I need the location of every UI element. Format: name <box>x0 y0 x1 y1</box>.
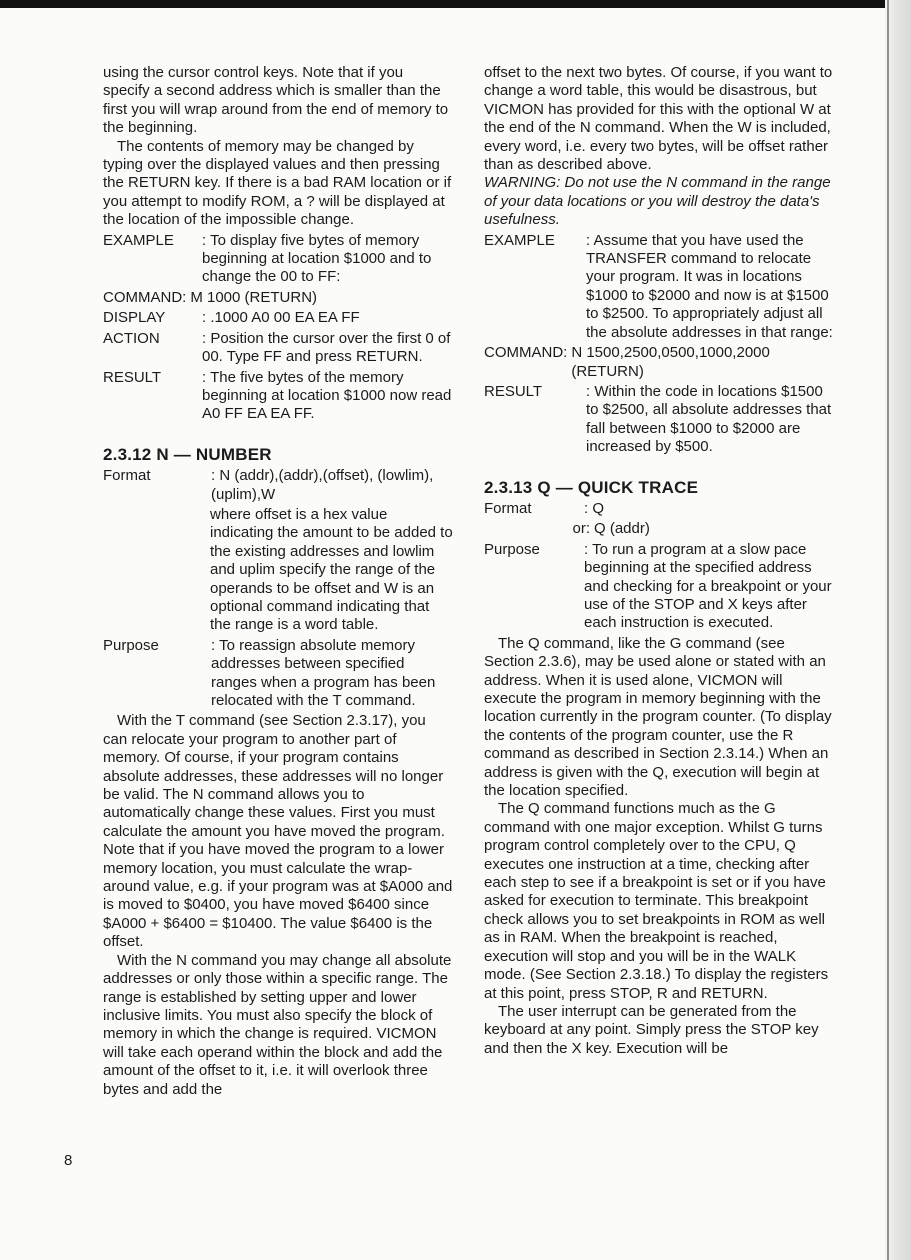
command-row <box>103 289 453 307</box>
or-text: Q (addr) <box>594 520 650 538</box>
section-heading: 2.3.13 Q — QUICK TRACE <box>484 477 699 497</box>
purpose-label: Purpose <box>103 636 159 654</box>
result-row <box>103 369 453 424</box>
command-text: M 1000 (RETURN) <box>190 288 318 306</box>
display-text: : .1000 A0 00 EA EA FF <box>202 309 360 327</box>
result-label: RESULT <box>103 368 162 386</box>
format-text: : Q <box>584 499 605 517</box>
or-label: or: <box>572 520 590 538</box>
action-label: ACTION <box>103 329 160 347</box>
example-label: EXAMPLE <box>484 231 555 249</box>
result-row <box>484 383 836 457</box>
paragraph: With the N command you may change all absolute addresses or only those within a specific range. The range is established by setting upper and lower inclusive limits. You must also specify the block of memory in which the change is required. VICMON will take each operand within the block and add the amount of the offset to it, i.e. it will overlook three bytes and add the <box>103 951 452 1098</box>
example-row <box>484 232 836 342</box>
format-alt-row <box>484 520 836 538</box>
paragraph: offset to the next two bytes. Of course, if you want to change a word table, this would be disastrous, but VICMON has provided for this with the optional W at the end of the N command. When the W is included, every word, i.e. every two bytes, will be offset rather than as described above. <box>484 64 833 174</box>
binding-line <box>887 0 889 1260</box>
example-text: : To display five bytes of memory beginning at location $1000 and to change the 00 to FF: <box>202 231 432 286</box>
purpose-row <box>484 541 836 633</box>
display-label: DISPLAY <box>103 309 166 327</box>
result-text: : The five bytes of the memory beginning at location $1000 now read A0 FF EA EA FF. <box>202 368 452 423</box>
result-text: : Within the code in locations $1500 to $2500, all absolute addresses that fall between $1000 to $2000 are increased by $500. <box>586 382 832 456</box>
purpose-text: : To run a program at a slow pace beginning at the specified address and checking for a breakpoint or your use of the STOP and X keys after each instruction is executed. <box>584 540 832 632</box>
command-label: COMMAND: <box>103 288 187 306</box>
action-text: : Position the cursor over the first 0 of 00. Type FF and press RETURN. <box>202 329 451 366</box>
page-number: 8 <box>64 1152 73 1169</box>
command-text: N 1500,2500,0500,1000,2000 (RETURN) <box>571 344 770 380</box>
paragraph: The Q command functions much as the G command with one major exception. Whilst G turns program control completely over to the CPU, Q executes one instruction at a time, checking after each step to see if a breakpoint is set or if you have asked for execution to terminate. This breakpoint check allows you to set breakpoints in ROM as well as in RAM. When the breakpoint is reached, execution will stop and you will be in the WALK mode. (See Section 2.3.18.) To display the registers at this point, press STOP, R and RETURN. <box>484 800 829 1002</box>
example-text: : Assume that you have used the TRANSFER command to relocate your program. It was in locations $1000 to $2000 and now is at $1500 to $2500. To appropriately adjust all the absolute addresses in that range: <box>586 231 833 341</box>
action-row <box>103 330 453 367</box>
paragraph: With the T command (see Section 2.3.17), you can relocate your program to another part of memory. Of course, if your program contains absolute addresses, these addresses will no longer be valid. The N command allows you to automatically change these values. First you must calculate the amount you have moved the program. Note that if you have moved the program to a lower memory location, you must calculate the wrap-around value, e.g. if your program was at $A000 and is moved to $0400, you have moved $6400 since $A000 + $6400 = $10400. The value $6400 is the offset. <box>103 712 453 951</box>
purpose-text: : To reassign absolute memory addresses between specified ranges when a program has been relocated with the T command. <box>211 636 436 709</box>
purpose-row <box>103 637 453 711</box>
paragraph: The Q command, like the G command (see Section 2.3.6), may be used alone or stated with an address. When it is used alone, VICMON will execute the program in memory beginning with the location currently in the program counter. (To display the contents of the program counter, use the R command as described in Section 2.3.14.) When an address is given with the Q, execution will begin at the location specified. <box>484 634 832 800</box>
command-label: COMMAND: <box>484 344 568 362</box>
display-row <box>103 309 453 327</box>
left-column <box>103 64 453 1099</box>
warning-text: WARNING: Do not use the N command in the range of your data locations or you will destroy the data's usefulness. <box>484 174 831 229</box>
result-label: RESULT <box>484 382 543 400</box>
format-label: Format <box>484 499 532 517</box>
paragraph: The contents of memory may be changed by typing over the displayed values and then pressing the RETURN key. If there is a bad RAM location or if you attempt to modify ROM, a ? will be displayed at the location of the impossible change. <box>103 137 452 229</box>
command-row <box>484 344 836 381</box>
format-row <box>484 500 836 518</box>
format-text: : N (addr),(addr),(offset), (lowlim),(uplim),W <box>211 467 434 503</box>
example-label: EXAMPLE <box>103 231 174 249</box>
purpose-label: Purpose <box>484 540 540 558</box>
example-block <box>103 232 453 424</box>
example-row <box>103 232 453 287</box>
format-description: where offset is a hex value indicating the amount to be added to the existing addresses and lowlim and uplim specify the range of the operands to be offset and W is an optional command indicating that the range is a word table. <box>210 505 453 634</box>
right-column <box>484 64 836 1058</box>
example-block <box>484 232 836 457</box>
paragraph: The user interrupt can be generated from the keyboard at any point. Simply press the STOP key and then the X key. Execution will be <box>484 1002 819 1057</box>
top-scan-border <box>0 0 911 8</box>
section-heading: 2.3.12 N — NUMBER <box>103 444 272 464</box>
format-label: Format <box>103 467 151 485</box>
format-row <box>103 467 453 504</box>
paragraph: using the cursor control keys. Note that if you specify a second address which is smaller than the first you will wrap around from the end of memory to the beginning. <box>103 64 449 137</box>
